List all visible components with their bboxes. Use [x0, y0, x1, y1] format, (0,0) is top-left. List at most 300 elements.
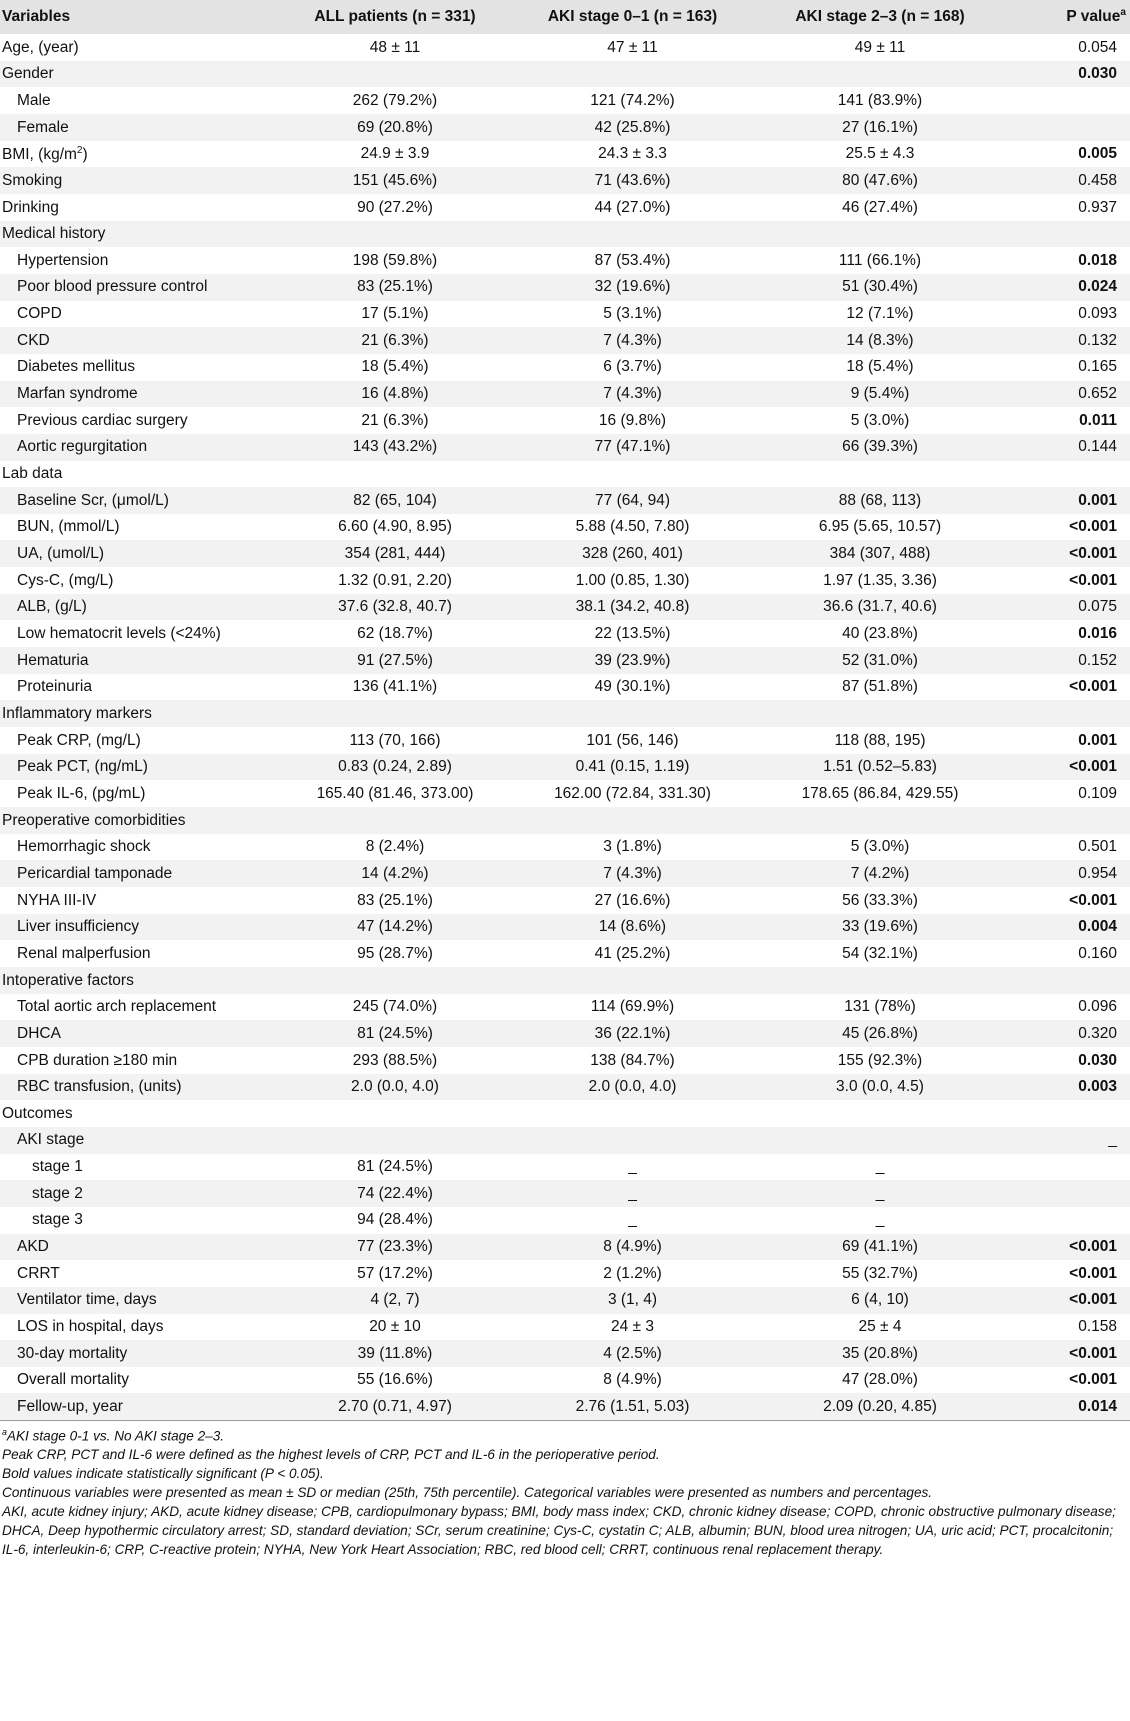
cell-p-value: <0.001 [1069, 678, 1117, 696]
table-row [0, 807, 1130, 834]
cell-all-patients: 198 (59.8%) [352, 251, 438, 269]
cell-aki-stage-2-3: 56 (33.3%) [842, 891, 918, 909]
cell-aki-stage-0-1: 1.00 (0.85, 1.30) [575, 571, 690, 589]
cell-aki-stage-2-3: 25 ± 4 [858, 1318, 902, 1336]
header-all-patients: ALL patients (n = 331) [314, 8, 476, 25]
variable-label: Peak IL-6, (pg/mL) [17, 784, 146, 802]
variable-label: Smoking [2, 171, 63, 189]
table-row [0, 487, 1130, 514]
cell-variable [0, 141, 280, 168]
variable-label: 30-day mortality [17, 1344, 128, 1362]
cell-p-value: 0.030 [1078, 65, 1117, 83]
cell-variable [0, 1074, 280, 1101]
cell-aki-stage-2-3: 6.95 (5.65, 10.57) [818, 518, 942, 536]
cell-aki-stage-0-1 [510, 1127, 755, 1154]
cell-aki-stage-0-1: 2 (1.2%) [603, 1264, 662, 1282]
cell-aki-stage-2-3: 25.5 ± 4.3 [845, 145, 915, 163]
cell-aki-stage-0-1: 5.88 (4.50, 7.80) [575, 518, 690, 536]
cell-variable [0, 1367, 280, 1394]
cell-all-patients: 1.32 (0.91, 2.20) [338, 571, 452, 589]
variable-label-sup: 2 [76, 144, 83, 156]
cell-all-patients [280, 807, 510, 834]
cell-p-value: 0.954 [1078, 864, 1117, 882]
cell-aki-stage-2-3: 51 (30.4%) [842, 278, 918, 296]
variable-label: Peak PCT, (ng/mL) [17, 758, 148, 776]
variable-label: Fellow-up, year [17, 1397, 123, 1415]
cell-variable [0, 914, 280, 941]
table-row [0, 1314, 1130, 1341]
cell-all-patients [280, 967, 510, 994]
cell-variable [0, 381, 280, 408]
table-row [0, 114, 1130, 141]
cell-all-patients: 354 (281, 444) [344, 545, 446, 563]
table-row [0, 1340, 1130, 1367]
cell-aki-stage-0-1: 114 (69.9%) [590, 998, 675, 1016]
footnote-peak: Peak CRP, PCT and IL-6 were defined as the highest levels of CRP, PCT and IL-6 in the perioperative period. [2, 1447, 660, 1463]
cell-aki-stage-0-1: 5 (3.1%) [603, 305, 662, 323]
cell-aki-stage-2-3: 47 (28.0%) [842, 1371, 918, 1389]
cell-aki-stage-0-1: 27 (16.6%) [594, 891, 671, 909]
cell-all-patients: 20 ± 10 [369, 1318, 421, 1336]
cell-aki-stage-0-1 [510, 461, 755, 488]
cell-variable [0, 1234, 280, 1261]
cell-variable [0, 754, 280, 781]
cell-variable [0, 1020, 280, 1047]
cell-aki-stage-0-1: 44 (27.0%) [594, 198, 671, 216]
cell-p-value [1005, 1180, 1130, 1207]
cell-variable [0, 1287, 280, 1314]
cell-aki-stage-2-3 [755, 967, 1005, 994]
cell-aki-stage-2-3: 141 (83.9%) [837, 91, 923, 109]
cell-p-value: <0.001 [1069, 758, 1117, 776]
variable-label: Male [17, 91, 51, 109]
cell-p-value: 0.001 [1078, 731, 1117, 749]
cell-variable [0, 994, 280, 1021]
cell-all-patients [280, 1100, 510, 1127]
cell-aki-stage-0-1: 8 (4.9%) [603, 1238, 662, 1256]
cell-aki-stage-2-3: 54 (32.1%) [842, 944, 918, 962]
cell-aki-stage-0-1 [510, 967, 755, 994]
cell-p-value: 0.096 [1078, 998, 1117, 1016]
header-p-value-label: P value [1066, 8, 1121, 26]
cell-aki-stage-0-1: 24.3 ± 3.3 [598, 145, 667, 163]
cell-variable [0, 194, 280, 221]
cell-aki-stage-0-1 [510, 807, 755, 834]
cell-p-value: 0.054 [1078, 38, 1117, 56]
cell-variable [0, 727, 280, 754]
variable-label: UA, (umol/L) [17, 545, 104, 563]
cell-aki-stage-2-3: 66 (39.3%) [842, 438, 918, 456]
cell-p-value [1005, 807, 1130, 834]
variable-label: BUN, (mmol/L) [17, 518, 120, 536]
variable-label: Liver insufficiency [17, 918, 140, 936]
cell-all-patients: 4 (2, 7) [370, 1291, 420, 1309]
variable-label: DHCA [17, 1024, 61, 1042]
cell-p-value: 0.152 [1078, 651, 1117, 669]
cell-variable [0, 834, 280, 861]
cell-variable [0, 221, 280, 248]
cell-p-value: <0.001 [1069, 518, 1117, 536]
variable-label: NYHA III-IV [17, 891, 97, 909]
table-footnotes [0, 1423, 1126, 1560]
variable-label: Proteinuria [17, 678, 92, 696]
variable-label: Total aortic arch replacement [17, 998, 217, 1016]
table-header-row [0, 0, 1130, 34]
cell-variable [0, 1393, 280, 1420]
cell-p-value: 0.018 [1078, 251, 1117, 269]
cell-p-value: 0.030 [1078, 1051, 1117, 1069]
cell-aki-stage-2-3 [755, 1127, 1005, 1154]
variable-label: Female [17, 118, 69, 136]
cell-all-patients: 0.83 (0.24, 2.89) [338, 758, 452, 776]
cell-all-patients: 83 (25.1%) [357, 278, 433, 296]
variable-label: BMI, (kg/m [2, 145, 77, 163]
cell-aki-stage-0-1: 4 (2.5%) [603, 1344, 662, 1362]
table-row [0, 940, 1130, 967]
cell-p-value [1005, 1154, 1130, 1181]
footnote-abbreviations: AKI, acute kidney injury; AKD, acute kidney disease; CPB, cardiopulmonary bypass; BMI, body mass index; CKD, chronic kidney disease; COPD, chronic obstructive pulmonary disease; DHCA, Deep hypothermic circulatory arrest; SD, standard deviation; SCr, serum creatinine; Cys-C, cystatin C; ALB, albumin; BUN, blood urea nitrogen; UA, uric acid; PCT, procalcitonin; IL-6, interleukin-6; CRP, C-reactive protein; NYHA, New York Heart Association; RBC, red blood cell; CRRT, continuous renal replacement therapy. [2, 1504, 1116, 1558]
header-p-value-sup: a [1120, 7, 1126, 19]
table-row [0, 780, 1130, 807]
cell-p-value: 0.011 [1079, 411, 1117, 429]
variable-label: COPD [17, 305, 62, 323]
cell-all-patients: 6.60 (4.90, 8.95) [338, 518, 452, 536]
cell-all-patients: 151 (45.6%) [352, 171, 438, 189]
cell-variable [0, 700, 280, 727]
cell-p-value: 0.016 [1078, 625, 1117, 643]
cell-variable [0, 434, 280, 461]
cell-variable [0, 1100, 280, 1127]
cell-p-value [1005, 461, 1130, 488]
table-row [0, 407, 1130, 434]
cell-aki-stage-0-1: 42 (25.8%) [594, 118, 671, 136]
cell-aki-stage-0-1: 71 (43.6%) [594, 171, 671, 189]
cell-all-patients: 57 (17.2%) [357, 1264, 433, 1282]
cell-all-patients: 74 (22.4%) [357, 1184, 433, 1202]
cell-aki-stage-0-1: 16 (9.8%) [598, 411, 667, 429]
variable-label: Preoperative comorbidities [2, 811, 186, 829]
cell-aki-stage-2-3: 9 (5.4%) [850, 385, 910, 403]
cell-variable [0, 940, 280, 967]
table-row [0, 994, 1130, 1021]
cell-aki-stage-2-3 [755, 700, 1005, 727]
cell-aki-stage-0-1: 138 (84.7%) [590, 1051, 675, 1069]
cell-p-value: <0.001 [1069, 1238, 1117, 1256]
cell-all-patients: 81 (24.5%) [357, 1024, 433, 1042]
variable-label: Gender [2, 65, 54, 83]
cell-aki-stage-2-3: 178.65 (86.84, 429.55) [801, 784, 959, 802]
footnote-a-marker: a [2, 1426, 7, 1437]
table-row [0, 594, 1130, 621]
variable-label: Lab data [2, 465, 63, 483]
cell-p-value: 0.003 [1078, 1078, 1117, 1096]
table-row [0, 274, 1130, 301]
variable-label: AKD [17, 1238, 49, 1256]
table-body [0, 34, 1130, 1420]
variable-label: Diabetes mellitus [17, 358, 136, 376]
cell-variable [0, 487, 280, 514]
cell-aki-stage-2-3: 49 ± 11 [854, 38, 906, 56]
table-row [0, 567, 1130, 594]
table-row [0, 1287, 1130, 1314]
cell-aki-stage-0-1: 32 (19.6%) [594, 278, 671, 296]
cell-variable [0, 1154, 280, 1181]
variable-label-after: ) [82, 145, 88, 163]
cell-all-patients: 82 (65, 104) [353, 491, 437, 509]
table-row [0, 1207, 1130, 1234]
cell-all-patients: 69 (20.8%) [357, 118, 433, 136]
table-row [0, 247, 1130, 274]
cell-aki-stage-0-1 [510, 221, 755, 248]
cell-all-patients: 81 (24.5%) [357, 1158, 433, 1176]
cell-all-patients: 21 (6.3%) [361, 411, 429, 429]
table-row [0, 1074, 1130, 1101]
cell-aki-stage-2-3: 1.51 (0.52–5.83) [823, 758, 937, 776]
table-row [0, 1047, 1130, 1074]
variable-label: AKI stage [17, 1131, 85, 1149]
variable-label: RBC transfusion, (units) [17, 1078, 182, 1096]
cell-p-value: 0.075 [1078, 598, 1117, 616]
cell-variable [0, 514, 280, 541]
cell-all-patients: 24.9 ± 3.9 [360, 145, 430, 163]
cell-variable [0, 1207, 280, 1234]
cell-aki-stage-2-3: 1.97 (1.35, 3.36) [823, 571, 937, 589]
variable-label: Outcomes [2, 1104, 73, 1122]
cell-all-patients: 136 (41.1%) [352, 678, 438, 696]
variable-label: CPB duration ≥180 min [17, 1051, 178, 1069]
cell-aki-stage-0-1: 7 (4.3%) [603, 385, 662, 403]
table-row [0, 1154, 1130, 1181]
cell-aki-stage-0-1: 7 (4.3%) [603, 864, 662, 882]
table-row [0, 194, 1130, 221]
cell-all-patients: 2.70 (0.71, 4.97) [280, 1393, 510, 1420]
cell-aki-stage-2-3: 52 (31.0%) [842, 651, 918, 669]
cell-aki-stage-0-1 [510, 1100, 755, 1127]
cell-all-patients [280, 221, 510, 248]
cell-p-value [1005, 221, 1130, 248]
cell-variable [0, 274, 280, 301]
variable-label: LOS in hospital, days [17, 1318, 164, 1336]
header-p-value [1005, 0, 1130, 34]
cell-aki-stage-2-3 [755, 221, 1005, 248]
cell-variable [0, 887, 280, 914]
variable-label: Baseline Scr, (μmol/L) [17, 491, 169, 509]
table-row [0, 620, 1130, 647]
cell-aki-stage-0-1: 49 (30.1%) [594, 678, 671, 696]
table-row [0, 914, 1130, 941]
cell-aki-stage-0-1: 24 ± 3 [611, 1318, 654, 1336]
cell-p-value: <0.001 [1069, 1371, 1117, 1389]
cell-aki-stage-0-1: 47 ± 11 [607, 38, 658, 56]
cell-p-value: 0.109 [1078, 784, 1117, 802]
footnote-a [2, 1423, 1126, 1446]
cell-all-patients: 62 (18.7%) [357, 625, 433, 643]
cell-all-patients: 21 (6.3%) [361, 331, 429, 349]
cell-all-patients: 17 (5.1%) [361, 305, 429, 323]
cell-aki-stage-0-1: _ [628, 1211, 637, 1229]
cell-p-value: <0.001 [1069, 891, 1117, 909]
table-row [0, 1367, 1130, 1394]
table-row [0, 34, 1130, 61]
cell-all-patients: 77 (23.3%) [357, 1238, 433, 1256]
cell-aki-stage-2-3: 87 (51.8%) [842, 678, 918, 696]
cell-p-value: 0.001 [1078, 491, 1117, 509]
cell-all-patients: 55 (16.6%) [357, 1371, 433, 1389]
table-row [0, 860, 1130, 887]
table-row [0, 1234, 1130, 1261]
cell-aki-stage-0-1: 22 (13.5%) [594, 625, 671, 643]
cell-all-patients: 94 (28.4%) [357, 1211, 433, 1229]
cell-aki-stage-2-3: 12 (7.1%) [846, 305, 914, 323]
cell-p-value: <0.001 [1069, 545, 1117, 563]
cell-p-value: <0.001 [1069, 1291, 1117, 1309]
cell-p-value: 0.158 [1078, 1318, 1117, 1336]
cell-all-patients: 113 (70, 166) [349, 731, 441, 749]
cell-p-value: 0.093 [1078, 305, 1117, 323]
cell-aki-stage-2-3 [755, 61, 1005, 88]
cell-all-patients [280, 1127, 510, 1154]
cell-p-value: 0.005 [1078, 145, 1117, 163]
cell-aki-stage-2-3: 131 (78%) [844, 998, 916, 1016]
cell-variable [0, 247, 280, 274]
variable-label: Pericardial tamponade [17, 864, 173, 882]
cell-variable [0, 327, 280, 354]
variable-label: Hematuria [17, 651, 89, 669]
cell-all-patients: 48 ± 11 [369, 38, 421, 56]
variable-label: Overall mortality [17, 1371, 129, 1389]
cell-aki-stage-0-1: 101 (56, 146) [586, 731, 679, 749]
cell-variable [0, 61, 280, 88]
cell-aki-stage-2-3: 3.0 (0.0, 4.5) [836, 1078, 924, 1096]
cell-aki-stage-0-1: 77 (47.1%) [594, 438, 671, 456]
cell-p-value: 0.320 [1078, 1024, 1117, 1042]
variable-label: ALB, (g/L) [17, 598, 87, 616]
table-row [0, 700, 1130, 727]
cell-variable [0, 301, 280, 328]
cell-aki-stage-2-3: 35 (20.8%) [842, 1344, 918, 1362]
variable-label: Age, (year) [2, 38, 79, 56]
cell-variable [0, 1180, 280, 1207]
table-row [0, 1127, 1130, 1154]
cell-aki-stage-0-1: 14 (8.6%) [598, 918, 667, 936]
cell-all-patients: 293 (88.5%) [352, 1051, 438, 1069]
cell-all-patients: 165.40 (81.46, 373.00) [316, 784, 474, 802]
cell-p-value: <0.001 [1069, 1344, 1117, 1362]
cell-p-value [1005, 114, 1130, 141]
cell-aki-stage-2-3: 384 (307, 488) [829, 545, 931, 563]
cell-aki-stage-2-3: 118 (88, 195) [834, 731, 926, 749]
cell-aki-stage-2-3: _ [875, 1158, 885, 1176]
cell-p-value: 0.144 [1078, 438, 1117, 456]
cell-variable [0, 540, 280, 567]
cell-p-value [1005, 700, 1130, 727]
cell-aki-stage-0-1: 87 (53.4%) [594, 251, 671, 269]
cell-p-value: 0.004 [1078, 918, 1117, 936]
cell-p-value: 0.160 [1078, 944, 1117, 962]
footnote-bold: Bold values indicate statistically significant (P < 0.05). [2, 1466, 324, 1482]
footnote-a-text: AKI stage 0-1 vs. No AKI stage 2–3. [6, 1428, 225, 1444]
cell-all-patients: 91 (27.5%) [357, 651, 433, 669]
cell-variable [0, 1260, 280, 1287]
cell-p-value [1005, 1207, 1130, 1234]
cell-aki-stage-2-3: 7 (4.2%) [850, 864, 910, 882]
footnote-continuous: Continuous variables were presented as mean ± SD or median (25th, 75th percentile). Categorical variables were presented as numbers and percentages. [2, 1485, 933, 1501]
table-row [0, 327, 1130, 354]
cell-aki-stage-2-3: 14 (8.3%) [846, 331, 914, 349]
cell-variable [0, 1047, 280, 1074]
table-row [0, 354, 1130, 381]
table-row [0, 540, 1130, 567]
table-row [0, 167, 1130, 194]
cell-aki-stage-2-3: 155 (92.3%) [837, 1051, 923, 1069]
variable-label: stage 2 [32, 1184, 83, 1202]
cell-variable [0, 1127, 280, 1154]
cell-aki-stage-2-3: 18 (5.4%) [846, 358, 914, 376]
cell-variable [0, 87, 280, 114]
table-row [0, 221, 1130, 248]
cell-aki-stage-0-1: 77 (64, 94) [595, 491, 670, 509]
cell-aki-stage-2-3: 27 (16.1%) [842, 118, 918, 136]
table-row [0, 61, 1130, 88]
header-variables: Variables [2, 8, 71, 25]
cell-aki-stage-0-1: 8 (4.9%) [603, 1371, 662, 1389]
variable-label: stage 3 [32, 1211, 83, 1229]
variable-label: Ventilator time, days [17, 1291, 157, 1309]
variable-label: Intoperative factors [2, 971, 134, 989]
variable-label: Medical history [2, 225, 106, 243]
cell-all-patients: 143 (43.2%) [352, 438, 438, 456]
cell-all-patients: 18 (5.4%) [361, 358, 429, 376]
cell-variable [0, 780, 280, 807]
cell-aki-stage-2-3: 33 (19.6%) [842, 918, 918, 936]
cell-aki-stage-2-3 [755, 1100, 1005, 1127]
cell-aki-stage-0-1: 3 (1, 4) [607, 1291, 658, 1309]
cell-aki-stage-0-1: 0.41 (0.15, 1.19) [575, 758, 690, 776]
cell-p-value: 0.024 [1078, 278, 1117, 296]
table-row [0, 1260, 1130, 1287]
table-row [0, 87, 1130, 114]
cell-p-value: _ [1108, 1131, 1117, 1149]
cell-aki-stage-0-1: _ [628, 1158, 637, 1176]
variable-label: Poor blood pressure control [17, 278, 208, 296]
cell-variable [0, 1314, 280, 1341]
variable-label: stage 1 [32, 1158, 83, 1176]
cell-variable [0, 407, 280, 434]
cell-aki-stage-0-1: 2.76 (1.51, 5.03) [510, 1393, 755, 1420]
cell-all-patients: 83 (25.1%) [357, 891, 433, 909]
cell-all-patients: 245 (74.0%) [352, 998, 438, 1016]
cell-aki-stage-0-1: 36 (22.1%) [594, 1024, 671, 1042]
cell-variable [0, 167, 280, 194]
variable-label: Marfan syndrome [17, 385, 138, 403]
cell-variable [0, 461, 280, 488]
cell-variable [0, 674, 280, 701]
cell-all-patients: 47 (14.2%) [357, 918, 433, 936]
cell-all-patients: 2.0 (0.0, 4.0) [351, 1078, 439, 1096]
cell-aki-stage-2-3: 69 (41.1%) [842, 1238, 918, 1256]
cell-aki-stage-2-3: 88 (68, 113) [838, 491, 922, 509]
cell-aki-stage-0-1 [510, 700, 755, 727]
cell-p-value: 0.165 [1078, 358, 1117, 376]
cell-aki-stage-2-3: 46 (27.4%) [842, 198, 918, 216]
variable-label: Inflammatory markers [2, 704, 152, 722]
header-aki-stage-2-3: AKI stage 2–3 (n = 168) [795, 8, 965, 25]
cell-all-patients: 37.6 (32.8, 40.7) [338, 598, 452, 616]
cell-aki-stage-2-3: _ [875, 1184, 885, 1202]
table-row [0, 727, 1130, 754]
cell-aki-stage-0-1: 121 (74.2%) [590, 91, 675, 109]
cell-aki-stage-0-1: _ [628, 1184, 637, 1202]
